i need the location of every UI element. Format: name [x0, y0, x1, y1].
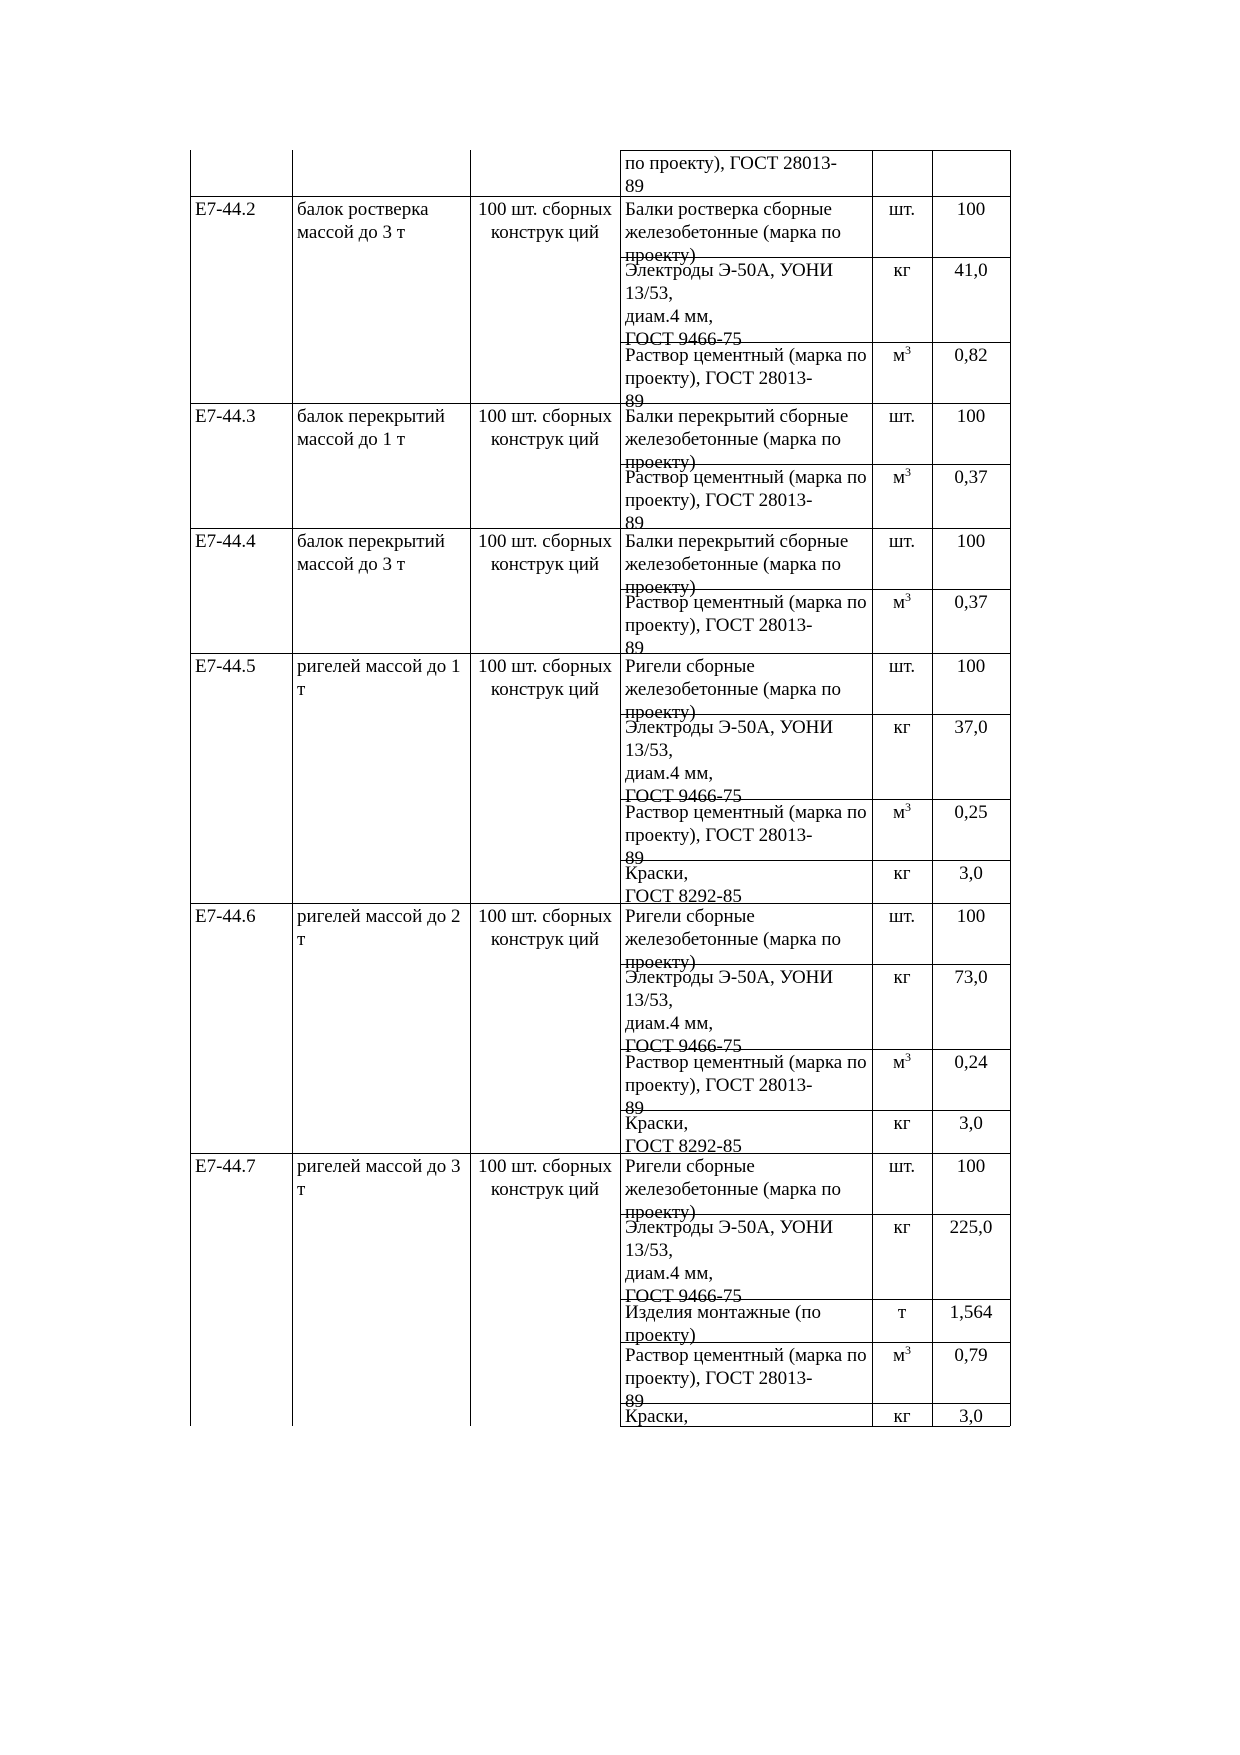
- resource-name: Балки перекрытий сборные железобетонные (марка по проекту): [625, 531, 849, 598]
- table-row: [190, 1110, 1010, 1157]
- resource-quantity: 100: [956, 1156, 986, 1177]
- resource-unit-superscript: 3: [905, 1343, 912, 1357]
- column-border: [292, 150, 293, 1426]
- item-unit: 100 шт. сборных конструк ций: [477, 906, 613, 950]
- row-border: [620, 1426, 1010, 1427]
- item-name: ригелей массой до 2 т: [297, 906, 461, 950]
- column-border: [620, 150, 621, 1426]
- resource-name: Балки ростверка сборные железобетонные (марка по проекту): [625, 199, 841, 266]
- row-border: [620, 714, 1010, 715]
- resource-name: Раствор цементный (марка по проекту), ГОСТ 28013- 89: [625, 592, 867, 659]
- table-row: [190, 714, 1010, 807]
- resource-unit: [872, 964, 932, 1049]
- table-row: [190, 464, 1010, 534]
- resource-unit-text: шт.: [888, 406, 916, 427]
- resource-name: Электроды Э-50А, УОНИ 13/53, диам.4 мм, ГОСТ 9466-75: [625, 967, 834, 1057]
- resource-unit-text: шт.: [888, 1156, 916, 1177]
- resource-name: Раствор цементный (марка по проекту), ГОСТ 28013- 89: [625, 1345, 867, 1412]
- resource-quantity: 41,0: [954, 260, 988, 281]
- resource-unit-superscript: 3: [905, 465, 912, 479]
- table-row: [190, 589, 1010, 659]
- row-border: [620, 150, 1010, 151]
- resource-unit: [872, 589, 932, 653]
- resource-unit-text: кг: [893, 1113, 911, 1134]
- resource-unit-text: м: [892, 1052, 906, 1073]
- table-row: [190, 342, 1010, 412]
- resource-unit-text: кг: [893, 260, 911, 281]
- table-row: [190, 196, 1010, 266]
- resource-unit: [872, 1214, 932, 1299]
- resource-unit-text: кг: [893, 1406, 911, 1427]
- resource-unit-text: кг: [893, 1217, 911, 1238]
- column-border: [932, 150, 933, 1426]
- resource-quantity: 100: [956, 406, 986, 427]
- resource-name: Краски,: [625, 1406, 689, 1427]
- row-border: [620, 1049, 1010, 1050]
- item-name: ригелей массой до 1 т: [297, 656, 461, 700]
- row-border: [620, 342, 1010, 343]
- row-border: [620, 528, 1010, 529]
- row-border: [620, 1299, 1010, 1300]
- resource-unit: [872, 1403, 932, 1426]
- resource-unit: [872, 257, 932, 342]
- resource-quantity: [932, 150, 1010, 196]
- resource-unit: [872, 342, 932, 403]
- resource-name: Электроды Э-50А, УОНИ 13/53, диам.4 мм, ГОСТ 9466-75: [625, 1217, 834, 1307]
- resource-unit-superscript: 3: [905, 800, 912, 814]
- resource-quantity: 100: [956, 199, 986, 220]
- resource-name: Краски, ГОСТ 8292-85: [625, 863, 742, 907]
- column-border: [872, 150, 873, 1426]
- resource-unit: [872, 799, 932, 860]
- resource-unit-text: м: [892, 467, 906, 488]
- item-code: Е7-44.5: [195, 656, 256, 677]
- row-border: [620, 589, 1010, 590]
- column-border: [190, 150, 191, 1426]
- resource-unit: [872, 150, 932, 196]
- item-unit: 100 шт. сборных конструк ций: [477, 656, 613, 700]
- resource-unit-text: м: [892, 345, 906, 366]
- row-border: [620, 799, 1010, 800]
- resource-unit: [872, 1049, 932, 1110]
- resource-unit-text: кг: [893, 967, 911, 988]
- resource-quantity: 225,0: [949, 1217, 993, 1238]
- column-border: [1010, 150, 1011, 1426]
- row-border: [620, 1342, 1010, 1343]
- resource-unit: [872, 714, 932, 799]
- item-name: балок перекрытий массой до 3 т: [297, 531, 445, 575]
- resource-quantity: 3,0: [959, 863, 983, 884]
- item-unit: 100 шт. сборных конструк ций: [477, 406, 613, 450]
- table-row: [190, 964, 1010, 1057]
- resource-unit: [872, 860, 932, 903]
- resource-unit: [872, 464, 932, 528]
- row-border: [620, 653, 1010, 654]
- resource-quantity: 100: [956, 656, 986, 677]
- resource-quantity: 0,37: [954, 467, 988, 488]
- table-row: [190, 799, 1010, 869]
- resource-name: Ригели сборные железобетонные (марка по проекту): [625, 1156, 841, 1223]
- table-row: [190, 257, 1010, 350]
- resource-unit-text: шт.: [888, 531, 916, 552]
- resource-unit-text: шт.: [888, 906, 916, 927]
- row-border: [620, 1110, 1010, 1111]
- resource-name: Электроды Э-50А, УОНИ 13/53, диам.4 мм, ГОСТ 9466-75: [625, 717, 834, 807]
- item-code: Е7-44.4: [195, 531, 256, 552]
- item-name: балок перекрытий массой до 1 т: [297, 406, 445, 450]
- item-code: Е7-44.2: [195, 199, 256, 220]
- item-name: ригелей массой до 3 т: [297, 1156, 461, 1200]
- resource-unit-text: м: [892, 802, 906, 823]
- resource-quantity: 100: [956, 906, 986, 927]
- resource-name: Раствор цементный (марка по проекту), ГОСТ 28013- 89: [625, 345, 867, 412]
- resource-name: Изделия монтажные (по проекту): [625, 1302, 822, 1346]
- resource-unit-superscript: 3: [905, 590, 912, 604]
- resource-unit: [872, 1110, 932, 1153]
- resource-name: Раствор цементный (марка по проекту), ГОСТ 28013- 89: [625, 1052, 867, 1119]
- resource-quantity: 0,24: [954, 1052, 988, 1073]
- resource-unit: [872, 653, 932, 714]
- resource-unit: [872, 528, 932, 589]
- table-row: [190, 150, 1010, 196]
- table-row: [190, 860, 1010, 907]
- resource-unit-text: т: [897, 1302, 907, 1323]
- row-border: [620, 403, 1010, 404]
- resource-unit-text: м: [892, 1345, 906, 1366]
- resource-quantity: 3,0: [959, 1406, 983, 1427]
- resource-quantity: 100: [956, 531, 986, 552]
- resource-unit-text: кг: [893, 863, 911, 884]
- table-row: [190, 653, 1010, 723]
- resource-unit: [872, 403, 932, 464]
- column-border: [470, 150, 471, 1426]
- row-border: [620, 903, 1010, 904]
- table-row: [190, 403, 1010, 473]
- row-border: [620, 464, 1010, 465]
- resource-name: Раствор цементный (марка по проекту), ГОСТ 28013- 89: [625, 802, 867, 869]
- item-code: Е7-44.6: [195, 906, 256, 927]
- resource-quantity: 3,0: [959, 1113, 983, 1134]
- resource-unit: [872, 1342, 932, 1403]
- item-unit: 100 шт. сборных конструк ций: [477, 1156, 613, 1200]
- resource-unit: [872, 196, 932, 257]
- row-border: [620, 257, 1010, 258]
- row-border: [620, 860, 1010, 861]
- resource-quantity: 0,25: [954, 802, 988, 823]
- table-row: [190, 1214, 1010, 1307]
- resource-quantity: 0,37: [954, 592, 988, 613]
- table-row: [190, 1403, 1010, 1426]
- resource-quantity: 73,0: [954, 967, 988, 988]
- table-row: [190, 903, 1010, 973]
- row-border: [620, 1403, 1010, 1404]
- resource-unit-superscript: 3: [905, 1050, 912, 1064]
- resource-unit: [872, 1153, 932, 1214]
- resource-unit: [872, 1299, 932, 1342]
- resource-name: Электроды Э-50А, УОНИ 13/53, диам.4 мм, ГОСТ 9466-75: [625, 260, 834, 350]
- item-code: Е7-44.7: [195, 1156, 256, 1177]
- table-row: [190, 528, 1010, 598]
- resource-name: по проекту), ГОСТ 28013- 89: [625, 153, 837, 197]
- table-row: [190, 1153, 1010, 1223]
- item-code: Е7-44.3: [195, 406, 256, 427]
- resource-quantity: 1,564: [949, 1302, 993, 1323]
- resource-quantity: 37,0: [954, 717, 988, 738]
- resource-unit-text: шт.: [888, 656, 916, 677]
- item-name: балок ростверка массой до 3 т: [297, 199, 429, 243]
- resource-name: Краски, ГОСТ 8292-85: [625, 1113, 742, 1157]
- row-border: [620, 1153, 1010, 1154]
- resource-unit-text: шт.: [888, 199, 916, 220]
- resource-name: Ригели сборные железобетонные (марка по проекту): [625, 656, 841, 723]
- resource-quantity: 0,82: [954, 345, 988, 366]
- resource-name: Балки перекрытий сборные железобетонные (марка по проекту): [625, 406, 849, 473]
- resource-unit-text: кг: [893, 717, 911, 738]
- row-border: [620, 964, 1010, 965]
- item-unit: 100 шт. сборных конструк ций: [477, 531, 613, 575]
- table-row: [190, 1342, 1010, 1412]
- resource-unit-text: м: [892, 592, 906, 613]
- row-border: [620, 1214, 1010, 1215]
- resource-unit-superscript: 3: [905, 343, 912, 357]
- resource-quantity: 0,79: [954, 1345, 988, 1366]
- table-row: [190, 1299, 1010, 1346]
- table-row: [190, 1049, 1010, 1119]
- row-border: [620, 196, 1010, 197]
- resource-name: Раствор цементный (марка по проекту), ГОСТ 28013- 89: [625, 467, 867, 534]
- resource-unit: [872, 903, 932, 964]
- resource-name: Ригели сборные железобетонные (марка по проекту): [625, 906, 841, 973]
- item-unit: 100 шт. сборных конструк ций: [477, 199, 613, 243]
